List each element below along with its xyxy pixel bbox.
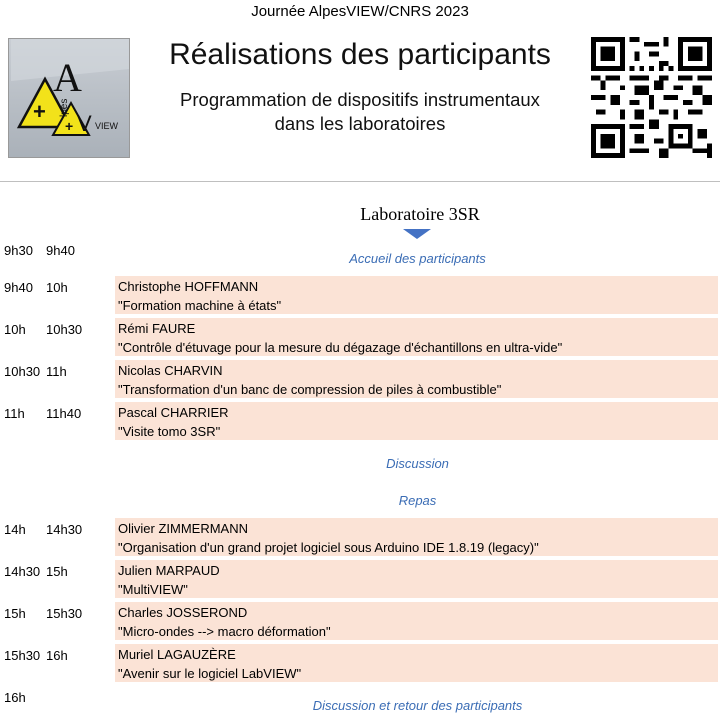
time-start: 14h30 bbox=[4, 564, 41, 579]
time-start: 16h bbox=[4, 690, 26, 705]
talk-entry bbox=[115, 318, 718, 356]
alpesview-logo bbox=[8, 38, 130, 158]
svg-text:A: A bbox=[53, 55, 82, 100]
event-caption: Journée AlpesVIEW/CNRS 2023 bbox=[251, 3, 469, 20]
time-end: 15h30 bbox=[46, 606, 83, 621]
speaker-name: Muriel LAGAUZÈRE bbox=[118, 647, 236, 662]
session-label: Repas bbox=[398, 493, 437, 508]
lab-title: Laboratoire 3SR bbox=[360, 204, 480, 224]
time-end: 11h40 bbox=[46, 406, 82, 421]
talk-title: "Visite tomo 3SR" bbox=[118, 424, 221, 439]
talk-entry bbox=[115, 276, 718, 314]
speaker-name: Julien MARPAUD bbox=[118, 563, 220, 578]
time-start: 10h30 bbox=[4, 364, 41, 379]
talk-title: "Transformation d'un banc de compression de piles à combustible" bbox=[118, 382, 502, 397]
talk-entry bbox=[115, 360, 718, 398]
talk-title: "Organisation d'un grand projet logiciel sous Arduino IDE 1.8.19 (legacy)" bbox=[118, 540, 539, 555]
session-label: Discussion et retour des participants bbox=[312, 698, 523, 713]
svg-text:+: + bbox=[33, 99, 46, 124]
session-label: Accueil des participants bbox=[349, 251, 486, 266]
speaker-name: Rémi FAURE bbox=[118, 321, 196, 336]
speaker-name: Olivier ZIMMERMANN bbox=[118, 521, 248, 536]
time-start: 9h30 bbox=[4, 243, 33, 258]
time-end: 10h30 bbox=[46, 322, 83, 337]
session-label: Discussion bbox=[386, 456, 449, 471]
subtitle-line-2: dans les laboratoires bbox=[274, 113, 446, 134]
talk-title: "Formation machine à états" bbox=[118, 298, 282, 313]
time-end: 15h bbox=[46, 564, 68, 579]
talk-title: "Micro-ondes --> macro déformation" bbox=[118, 624, 331, 639]
talk-entry bbox=[115, 602, 718, 640]
subtitle-line-1: Programmation de dispositifs instrumentaux bbox=[180, 89, 540, 110]
time-start: 15h30 bbox=[4, 648, 41, 663]
speaker-name: Pascal CHARRIER bbox=[118, 405, 229, 420]
time-start: 15h bbox=[4, 606, 26, 621]
speaker-name: Charles JOSSEROND bbox=[118, 605, 248, 620]
chevron-down-icon bbox=[403, 229, 431, 239]
svg-text:+: + bbox=[65, 118, 74, 134]
alpesview-logo-graphic bbox=[9, 39, 129, 157]
qr-code bbox=[591, 37, 712, 158]
talk-title: "Avenir sur le logiciel LabVIEW" bbox=[118, 666, 302, 681]
talk-entry bbox=[115, 644, 718, 682]
page-subtitle bbox=[130, 88, 590, 136]
page-title: Réalisations des participants bbox=[169, 38, 551, 71]
speaker-name: Christophe HOFFMANN bbox=[118, 279, 259, 294]
time-end: 10h bbox=[46, 280, 68, 295]
time-end: 14h30 bbox=[46, 522, 83, 537]
time-start: 11h bbox=[4, 406, 25, 421]
talk-entry bbox=[115, 518, 718, 556]
header-divider bbox=[0, 181, 720, 182]
svg-text:V: V bbox=[77, 111, 92, 136]
talk-entry bbox=[115, 560, 718, 598]
talk-title: "MultiVIEW" bbox=[118, 582, 188, 597]
time-end: 11h bbox=[46, 364, 67, 379]
time-end: 9h40 bbox=[46, 243, 75, 258]
talk-entry bbox=[115, 402, 718, 440]
svg-text:VIEW: VIEW bbox=[95, 121, 119, 131]
time-end: 16h bbox=[46, 648, 68, 663]
time-start: 9h40 bbox=[4, 280, 33, 295]
time-start: 14h bbox=[4, 522, 26, 537]
talk-title: "Contrôle d'étuvage pour la mesure du dégazage d'échantillons en ultra-vide" bbox=[118, 340, 563, 355]
time-start: 10h bbox=[4, 322, 26, 337]
speaker-name: Nicolas CHARVIN bbox=[118, 363, 223, 378]
svg-text:lpes: lpes bbox=[59, 98, 70, 117]
